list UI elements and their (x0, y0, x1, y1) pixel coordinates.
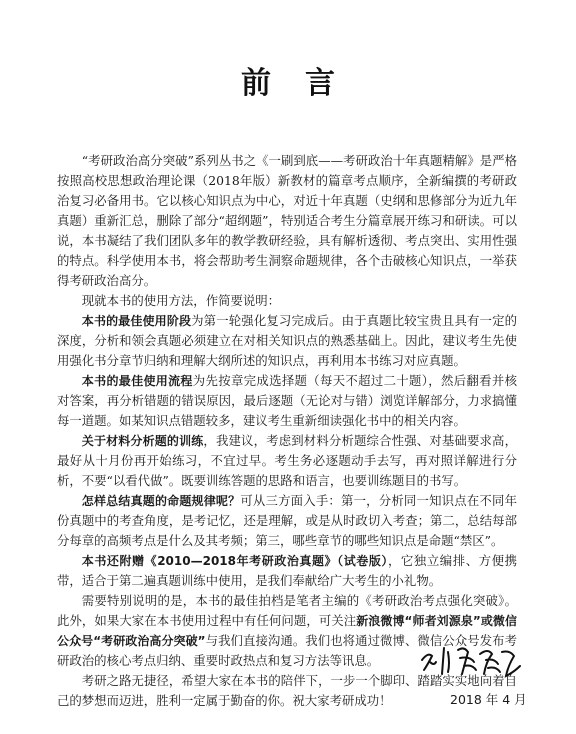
contact-channels: 新浪微博“师者刘源泉”或微信公众号“考研政治高分突破” (57, 614, 518, 648)
bonus-text: ，它独立编排、方便携带，适合于第二遍真题训练中使用，是我们奉献给广大考生的小礼物。 (57, 553, 517, 588)
paragraph-patterns (57, 491, 517, 551)
author-signature (418, 640, 522, 680)
paragraph-best-flow (57, 371, 517, 431)
best-flow-heading: 本书的最佳使用流程 (81, 374, 193, 388)
paragraph-intro: “考研政治高分突破”系列丛书之《一刷到底——考研政治十年真题精解》是严格按照高校思想政治理论课（2018年版）新教材的篇章考点顺序，全新编撰的考研政治复习必备用书。它以核心知识点为中心，对近十年真题（史纲和思修部分为近九年真题）重新汇总，删除了部分“超纲题”，特别适合考生分篇章展开练习和研读。可以说，本书凝结了我们团队多年的教学教研经验，具有解析透彻、考点突出、实用性强的特点。科学使用本书，将会帮助考生洞察命题规律，各个击破核心知识点，一举获得考研政治高分。 (57, 153, 517, 288)
patterns-text: 可从三方面入手：第一，分析同一知识点在不同年份真题中的考查角度，是考记忆，还是理解，或是从时政切入考查；第二，总结每部分每章的高频考点是什么及其考频；第三，哪些章节的哪些知识点是命题“禁区”。 (57, 493, 517, 548)
contact-text-post: 与我们直接沟通。我们也将通过微博、微信公众号发布考研政治的核心考点归纳、重要时政热点和复习方法等讯息。 (57, 633, 518, 668)
date-line: 2018 年 4 月 (450, 692, 527, 707)
material-analysis-heading: 关于材料分析题的训练 (81, 434, 204, 448)
best-flow-text: 为先按章完成选择题（每天不超过二十题），然后翻看并核对答案，再分析错题的错误原因，最后逐题（无论对与错）浏览详解部分，力求搞懂每一道题。如某知识点错题较多，建议考生重新细读强化书中的相关内容。 (57, 373, 517, 428)
patterns-heading: 怎样总结真题的命题规律呢？ (81, 494, 241, 508)
paragraph-material-analysis (57, 431, 517, 491)
best-stage-heading: 本书的最佳使用阶段 (81, 314, 192, 328)
page-title: 前言 (241, 66, 369, 101)
preface-body (57, 151, 517, 711)
material-analysis-text: ，我建议，考虑到材料分析题综合性强、对基础要求高，最好从十月份再开始练习，不宜过早。考生务必逐题动手去写，再对照详解进行分析，不要“以看代做”。既要训练答题的思路和语言，也要训练题目的书写。 (57, 433, 517, 488)
best-stage-text: 为第一轮强化复习完成后。由于真题比较宝贵且具有一定的深度，分析和领会真题必须建立在对相关知识点的熟悉基础上。因此，建议考生先使用强化书分章节归纳和理解大纲所述的知识点，再利用本书练习对应真题。 (57, 313, 517, 368)
bonus-heading: 本书还附赠《2010—2018年考研政治真题》（试卷版） (81, 554, 388, 568)
paragraph-usage-lead: 现就本书的使用方法，作简要说明： (81, 293, 281, 308)
paragraph-bonus (57, 551, 517, 591)
paragraph-closing: 考研之路无捷径，希望大家在本书的陪伴下，一步一个脚印、踏踏实实地向着自己的梦想而迈进，胜利一定属于勤奋的你。祝大家考研成功！ (57, 673, 517, 708)
contact-text-pre: 需要特别说明的是，本书的最佳拍档是笔者主编的《考研政治考点强化突破》。此外，如果大家在本书使用过程中有任何问题，可关注 (57, 593, 517, 628)
paragraph-best-stage (57, 311, 517, 371)
